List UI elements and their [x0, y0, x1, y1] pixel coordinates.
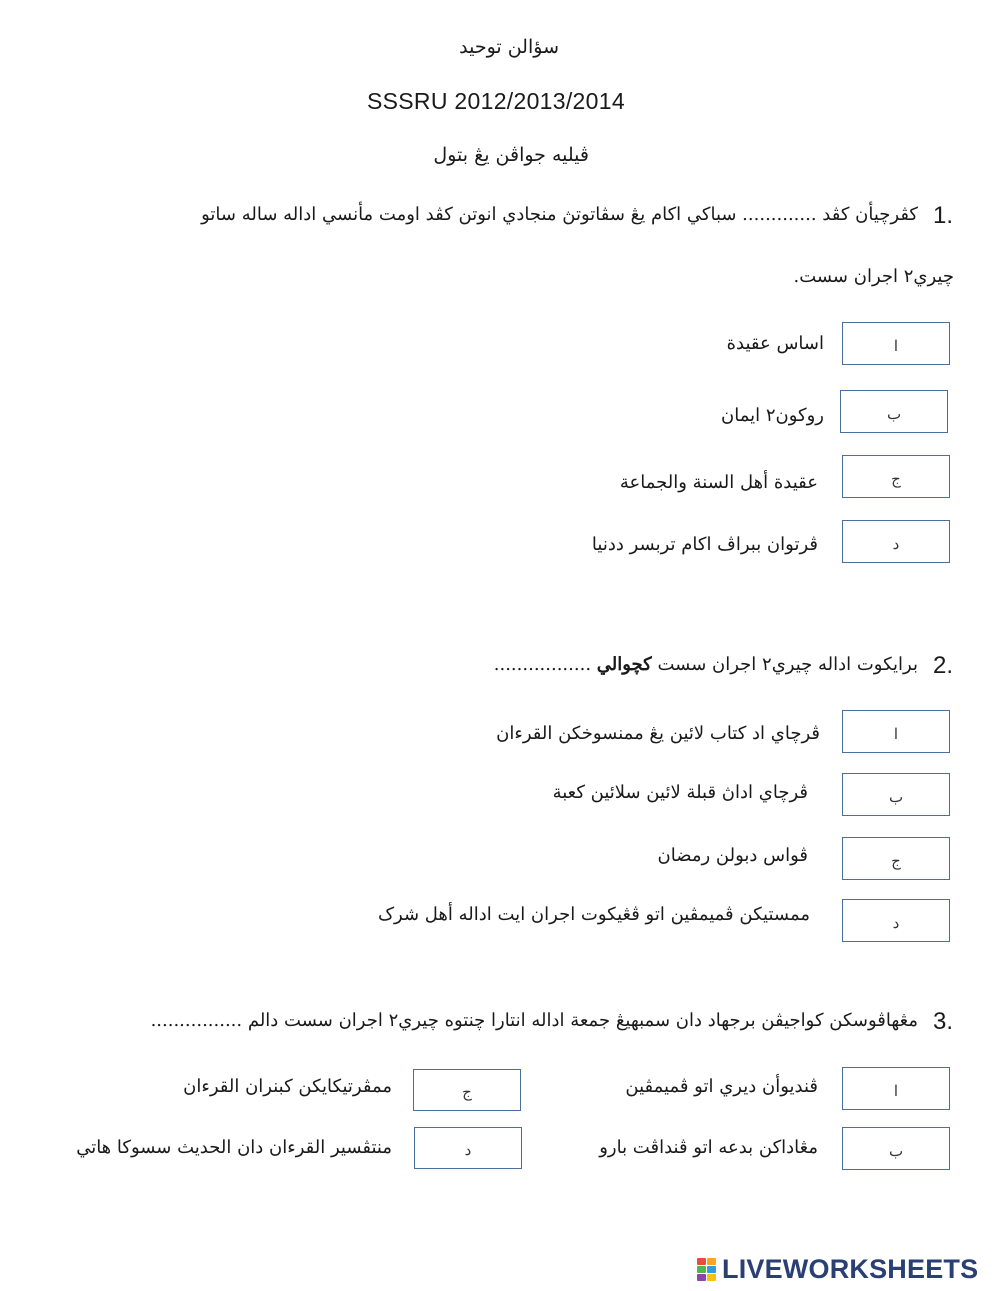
q3-option-c-text: ممڤرتيکايکن کبنران القرءان	[183, 1076, 392, 1097]
liveworksheets-brand: LIVEWORKSHEETS	[722, 1254, 979, 1284]
q2-answer-box-a[interactable]	[842, 710, 950, 753]
q2-answer-box-b[interactable]	[842, 773, 950, 816]
q3-option-a-letter: ا	[893, 1081, 899, 1100]
question-1-text-line1: كڤرچيأن كڤد ............. سباکي اکام يڠ سڤاتوتڽ منجادي انوتن كڤد اومت مأنسي اداله ساله ساتو	[201, 204, 918, 225]
instruction: ڤيليه جواڤن يڠ بتول	[433, 144, 589, 166]
q2-option-c-letter: ج	[891, 851, 901, 870]
q2-answer-box-c[interactable]	[842, 837, 950, 880]
q1-option-a-letter: ا	[893, 336, 899, 355]
q1-option-c-text: عقيدة أهل السنة والجماعة	[619, 472, 818, 493]
q3-option-b-text: مڠاداکن بدعه اتو ڤنداڤت بارو	[599, 1137, 818, 1158]
q3-option-c-letter: ج	[462, 1083, 472, 1101]
question-2-emphasis: کچوالي	[596, 654, 652, 675]
q1-answer-box-c[interactable]	[842, 455, 950, 498]
q2-option-c-text: ڤواس دبولن رمضان	[657, 845, 808, 866]
logo-block	[697, 1266, 706, 1273]
q2-option-b-letter: ب	[888, 787, 904, 806]
q3-option-d-text: منتڤسير القرءان دان الحديث سسوکا هاتي	[76, 1137, 392, 1158]
q3-option-d-letter: د	[464, 1141, 472, 1159]
q3-option-b-letter: ب	[888, 1141, 904, 1160]
q3-answer-box-a[interactable]	[842, 1067, 950, 1110]
q2-option-b-text: ڤرچاي اداڽ قبلة لائين سلائين کعبة	[552, 782, 808, 803]
q1-option-b-text: روکون٢ ايمان	[721, 405, 824, 426]
question-1-text-line2: چيري٢ اجران سست.	[793, 266, 954, 287]
q2-option-d-text: ممستيکن ڤميمڤين اتو ڤڠيکوت اجران ايت اداله أهل شرک	[377, 904, 810, 925]
logo-block	[707, 1266, 716, 1273]
q3-answer-box-b[interactable]	[842, 1127, 950, 1170]
q1-option-a-text: اساس عقيدة	[726, 333, 824, 354]
logo-block	[707, 1258, 716, 1265]
question-2-text: برايکوت اداله چيري٢ اجران سست کچوالي .................	[493, 654, 918, 675]
subject-code: SSSRU 2012/2013/2014	[367, 88, 625, 114]
logo-block	[697, 1274, 706, 1281]
q3-option-a-text: ڤنديوأن ديري اتو ڤميمڤين	[625, 1076, 818, 1097]
question-3-text: مڠهاڤوسکن کواجيڤن برجهاد دان سمبهيڠ جمعة اداله انتارا چنتوه چيري٢ اجران سست دالم ................	[150, 1010, 918, 1031]
q1-option-c-letter: ج	[891, 469, 901, 488]
q1-answer-box-b[interactable]	[840, 390, 948, 433]
liveworksheets-logo	[697, 1254, 978, 1285]
liveworksheets-logo-icon	[697, 1258, 716, 1281]
worksheet-title: سؤالن توحيد	[459, 36, 559, 58]
q2-option-a-letter: ا	[893, 724, 899, 743]
question-1-number: 1.	[932, 202, 953, 229]
logo-block	[697, 1258, 706, 1265]
q2-option-d-letter: د	[892, 913, 900, 932]
question-3-number: 3.	[932, 1008, 953, 1035]
logo-block	[707, 1274, 716, 1281]
q2-answer-box-d[interactable]	[842, 899, 950, 942]
q1-option-d-text: ڤرتوان ببراڤ اکام تربسر ددنيا	[591, 534, 818, 555]
q3-answer-box-c[interactable]	[413, 1069, 521, 1111]
q1-option-b-letter: ب	[886, 404, 902, 423]
q1-answer-box-d[interactable]	[842, 520, 950, 563]
q1-option-d-letter: د	[892, 534, 900, 553]
question-2-number: 2.	[932, 652, 953, 679]
q1-answer-box-a[interactable]	[842, 322, 950, 365]
q2-option-a-text: ڤرچاي اد کتاب لائين يڠ ممنسوخکن القرءان	[496, 723, 820, 744]
q3-answer-box-d[interactable]	[414, 1127, 522, 1169]
